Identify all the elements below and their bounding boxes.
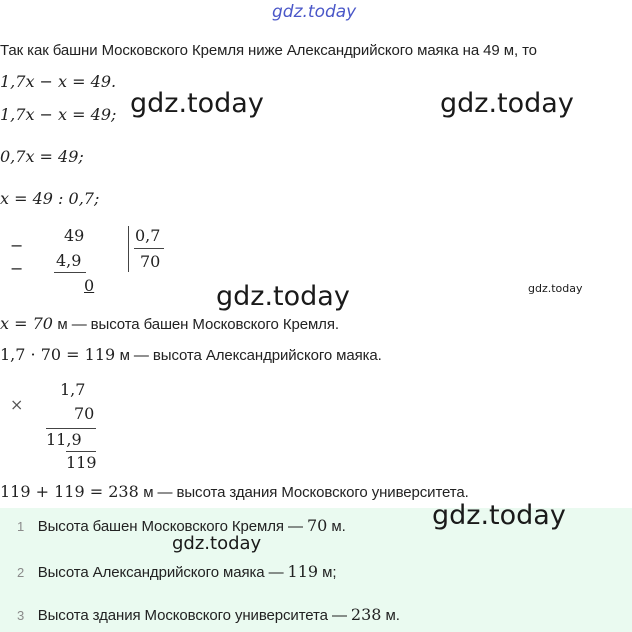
answer-tail-1: м. [327, 518, 346, 535]
multiply-factor-1: 1,7 [60, 380, 86, 399]
answer-number-3: 3 [17, 608, 25, 623]
answer-item-3 [17, 605, 400, 625]
answer-tail-3: м. [381, 607, 400, 624]
answer-text-1: Высота башен Московского Кремля — [37, 518, 307, 535]
intro-text: Так как башни Московского Кремля ниже Александрийского маяка на 49 м, то [0, 42, 537, 59]
result-2-text: м — высота Александрийского маяка. [119, 347, 382, 364]
division-divisor: 0,7 [135, 226, 161, 245]
answer-text-3: Высота здания Московского университета — [37, 607, 351, 624]
result-line-1 [0, 314, 339, 334]
watermark-mid-1: gdz.today [172, 533, 262, 554]
watermark-big-2: gdz.today [440, 88, 574, 119]
division-divisor-line [134, 248, 164, 249]
watermark-top: gdz.today [272, 2, 357, 22]
answer-value-3: 238 [350, 605, 382, 624]
multiply-line-2 [66, 451, 96, 452]
equation-3: 0,7x = 49; [0, 147, 84, 166]
answer-value-2: 119 [287, 562, 319, 581]
answer-value-1: 70 [306, 516, 328, 535]
equation-4: x = 49 : 0,7; [0, 189, 100, 208]
multiply-partial: 11,9 [46, 430, 82, 449]
result-1-math: x = 70 [0, 314, 53, 333]
division-remainder: 0 [84, 276, 95, 295]
multiply-sign: × [10, 395, 24, 414]
result-line-2 [0, 345, 382, 365]
multiply-line-1 [46, 428, 96, 429]
division-vertical-bar [128, 226, 129, 272]
division-subtrahend: 4,9 [56, 251, 82, 270]
final-text: м — высота здания Московского университета. [143, 484, 469, 501]
result-1-text: м — высота башен Московского Кремля. [57, 316, 339, 333]
result-2-math: 1,7 · 70 = 119 [0, 345, 116, 364]
final-line [0, 482, 469, 502]
answer-text-2: Высота Александрийского маяка — [37, 564, 288, 581]
multiply-product: 119 [66, 453, 97, 472]
answer-tail-2: м; [318, 564, 337, 581]
division-underline [54, 272, 86, 273]
answer-number-1: 1 [17, 519, 25, 534]
division-minus-2: − [10, 259, 24, 278]
multiply-factor-2: 70 [74, 404, 95, 423]
answer-item-2 [17, 562, 336, 582]
division-quotient: 70 [140, 252, 161, 271]
division-dividend: 49 [64, 226, 85, 245]
watermark-big-4: gdz.today [432, 500, 566, 531]
watermark-big-1: gdz.today [130, 88, 264, 119]
watermark-small-1: gdz.today [528, 282, 583, 295]
equation-2: 1,7x − x = 49; [0, 105, 117, 124]
answer-number-2: 2 [17, 565, 25, 580]
watermark-big-3: gdz.today [216, 281, 350, 312]
division-minus-1: − [10, 236, 24, 255]
equation-1: 1,7x − x = 49. [0, 72, 117, 91]
final-math: 119 + 119 = 238 [0, 482, 139, 501]
